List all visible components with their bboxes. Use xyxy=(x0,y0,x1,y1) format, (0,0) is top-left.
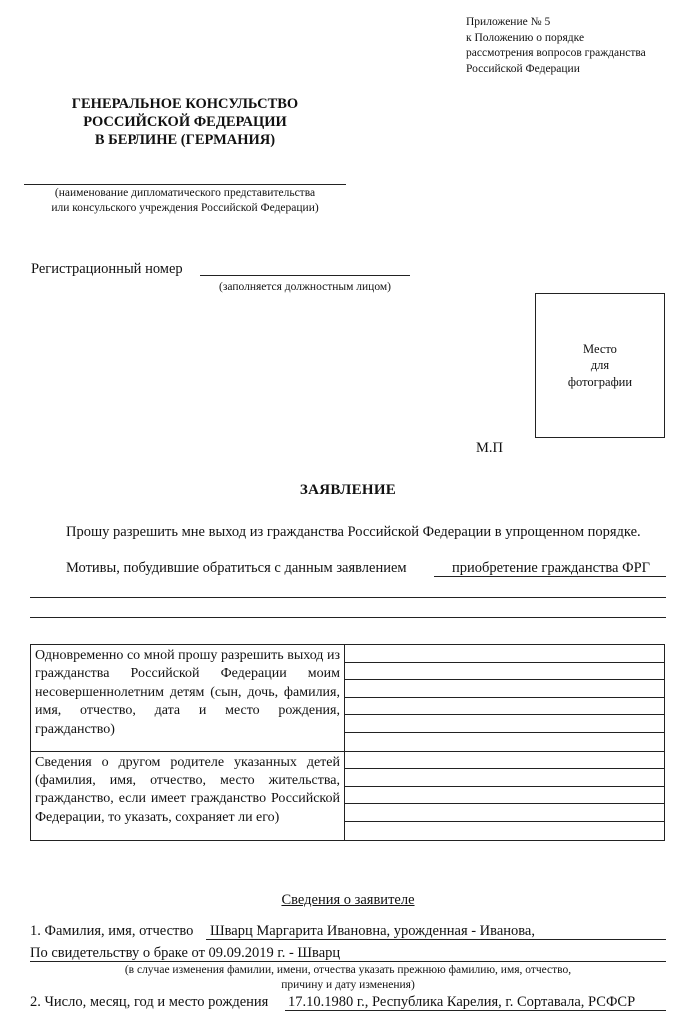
consulate-line: ГЕНЕРАЛЬНОЕ КОНСУЛЬСТВО xyxy=(71,96,299,112)
applicant-heading-text: Сведения о заявителе xyxy=(281,892,415,908)
birth-underline xyxy=(285,1010,666,1011)
parent-entry-line[interactable] xyxy=(345,769,664,787)
photo-placeholder[interactable] xyxy=(535,293,665,438)
consulate-name xyxy=(40,95,330,149)
motives-label: Мотивы, побудившие обратиться с данным заявлением xyxy=(66,560,407,576)
request-paragraph: Прошу разрешить мне выход из гражданства Российской Федерации в упрощенном порядке. xyxy=(66,524,641,540)
fullname-cont-underline xyxy=(30,961,666,962)
children-entry-line[interactable] xyxy=(345,715,664,733)
name-change-caption xyxy=(30,963,666,993)
motives-underline xyxy=(434,576,666,577)
motives-extra-line[interactable] xyxy=(30,597,666,598)
children-entry-line[interactable] xyxy=(345,645,664,663)
consulate-underline xyxy=(24,184,346,185)
motives-extra-line[interactable] xyxy=(30,617,666,618)
fullname-label: 1. Фамилия, имя, отчество xyxy=(30,923,194,939)
consulate-line: В БЕРЛИНЕ (ГЕРМАНИЯ) xyxy=(94,132,276,148)
parent-entry-line[interactable] xyxy=(345,822,664,840)
children-entry-line[interactable] xyxy=(345,663,664,681)
appendix-line: Приложение № 5 xyxy=(466,16,551,28)
children-entry-line[interactable] xyxy=(345,680,664,698)
fullname-continuation[interactable]: По свидетельству о браке от 09.09.2019 г. - Шварц xyxy=(30,945,341,961)
parent-label-cell xyxy=(31,751,345,840)
caption-line: причину и дату изменения) xyxy=(281,979,415,991)
caption-line: (наименование дипломатического представительства xyxy=(54,187,316,199)
registration-label: Регистрационный номер xyxy=(31,261,183,277)
birth-value[interactable]: 17.10.1980 г., Республика Карелия, г. Сортавала, РСФСР xyxy=(288,994,636,1010)
document-title: ЗАЯВЛЕНИЕ xyxy=(299,482,397,498)
children-entry-line[interactable] xyxy=(345,698,664,716)
appendix-line: Российской Федерации xyxy=(466,62,580,75)
applicant-heading xyxy=(0,892,696,909)
other-parent-label: Сведения о другом родителе указанных детей (фамилия, имя, отчество, место жительства, гражданство, если имеет гражданство Российской Федерации, то указать, сохраняет ли его) xyxy=(35,754,340,825)
consulate-caption xyxy=(24,186,346,216)
children-entry-cell xyxy=(345,645,665,752)
children-entry-line[interactable] xyxy=(345,733,664,751)
children-label: Одновременно со мной прошу разрешить выход из гражданства Российской Федерации моим несовершеннолетним детям (сын, дочь, фамилия, имя, отчество, дата и место рождения, гражданство) xyxy=(35,648,340,737)
motives-value[interactable]: приобретение гражданства ФРГ xyxy=(451,560,651,576)
caption-line: (в случае изменения фамилии, имени, отчества указать прежнюю фамилию, имя, отчество, xyxy=(124,964,572,976)
consulate-line: РОССИЙСКОЙ ФЕДЕРАЦИИ xyxy=(83,114,287,130)
children-label-cell xyxy=(31,645,345,752)
photo-label: для xyxy=(590,358,610,373)
stamp-place: М.П xyxy=(476,440,503,456)
photo-label: Место xyxy=(583,341,617,356)
appendix-line: к Положению о порядке xyxy=(466,31,585,44)
fullname-value[interactable]: Шварц Маргарита Ивановна, урожденная - Иванова, xyxy=(210,923,535,939)
appendix-line: рассмотрения вопросов гражданства xyxy=(466,47,646,59)
caption-line: или консульского учреждения Российской Федерации) xyxy=(51,202,319,214)
parent-entry-line[interactable] xyxy=(345,787,664,805)
photo-label: фотографии xyxy=(567,374,633,389)
parent-entry-line[interactable] xyxy=(345,752,664,770)
fullname-underline xyxy=(206,939,666,940)
birth-label: 2. Число, месяц, год и место рождения xyxy=(30,994,269,1010)
registration-caption: (заполняется должностным лицом) xyxy=(219,281,391,293)
registration-number-field[interactable] xyxy=(200,275,410,276)
parent-entry-cell xyxy=(345,751,665,840)
appendix-reference xyxy=(466,15,646,77)
children-table xyxy=(30,644,665,841)
parent-entry-line[interactable] xyxy=(345,804,664,822)
